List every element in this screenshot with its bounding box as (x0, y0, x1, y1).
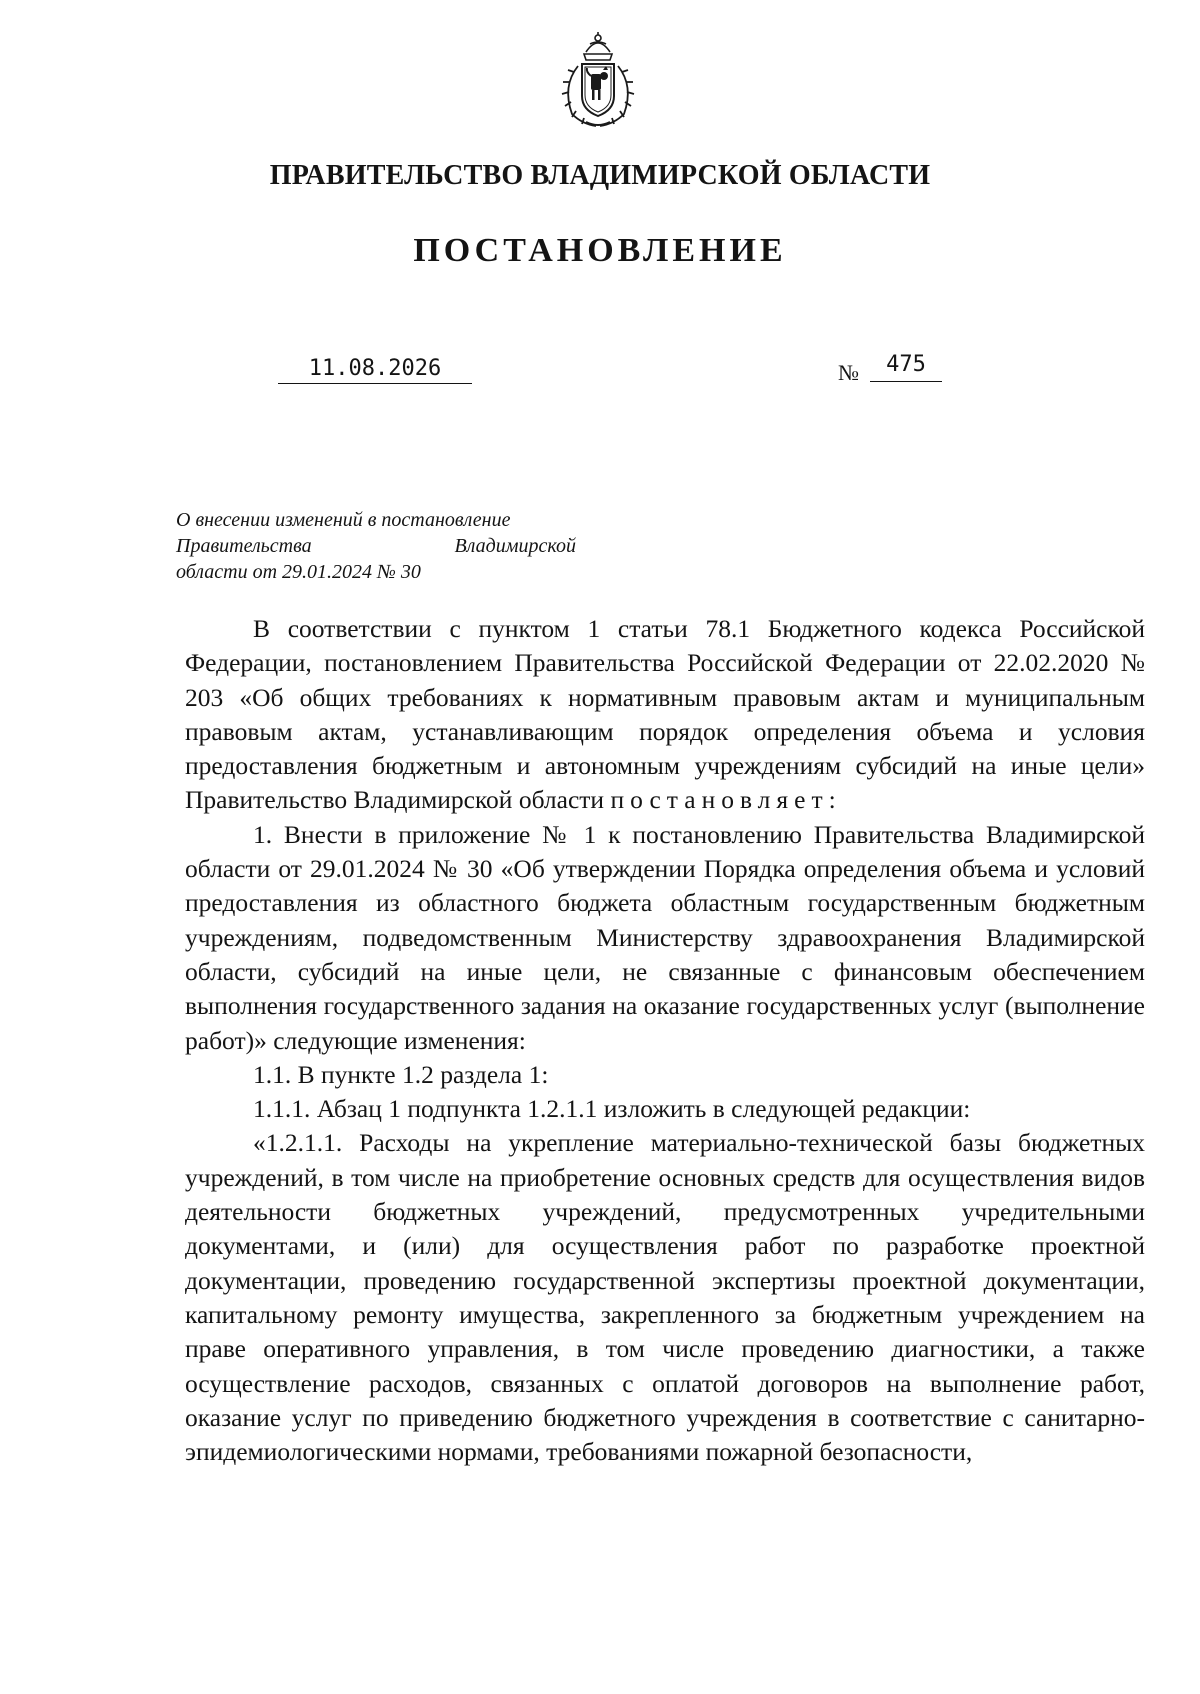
document-body (185, 612, 1145, 1469)
coat-of-arms-icon (556, 30, 640, 130)
preamble-text: В соответствии с пунктом 1 статьи 78.1 Бюджетного кодекса Российской Федерации, постановлением Правительства Российской Федерации от 22.02.2020 № 203 «Об общих требованиях к нормативным правовым актам и муниципальным правовым актам, устанавливающим порядок определения объема и условия предоставления бюджетным и автономным учреждениям субсидий на иные цели» Правительство Владимирской области (185, 614, 1145, 815)
number-label: № (838, 360, 859, 385)
subject-line-3: области от 29.01.2024 № 30 (176, 561, 421, 583)
document-subject (176, 507, 576, 585)
document-type: ПОСТАНОВЛЕНИЕ (413, 232, 787, 269)
quoted-subpoint-paragraph: «1.2.1.1. Расходы на укрепление материально-технической базы бюджетных учреждений, в том числе на приобретение основных средств для осуществления видов деятельности бюджетных учреждений, предусмотренных учредительными документами, и (или) для осуществления работ по разработке проектной документации, проведению государственной экспертизы проектной документации, капитальному ремонту имущества, закрепленного за бюджетным учреждением на праве оперативного управления, в том числе проведению диагностики, а также осуществление расходов, связанных с оплатой договоров на выполнение работ, оказание услуг по приведению бюджетного учреждения в соответствие с санитарно-эпидемиологическими нормами, требованиями пожарной безопасности, (185, 1128, 1145, 1467)
item-1-1-paragraph: 1.1. В пункте 1.2 раздела 1: (253, 1059, 549, 1089)
government-name: ПРАВИТЕЛЬСТВО ВЛАДИМИРСКОЙ ОБЛАСТИ (269, 160, 931, 191)
item-1-1-1-paragraph: 1.1.1. Абзац 1 подпункта 1.2.1.1 изложить в следующей редакции: (253, 1094, 971, 1124)
item-1-paragraph: 1. Внести в приложение № 1 к постановлению Правительства Владимирской области от 29.01.2024 № 30 «Об утверждении Порядка определения объема и условий предоставления из областного бюджета областным государственным бюджетным учреждениям, подведомственным Министерству здравоохранения Владимирской области, субсидий на иные цели, не связанные с финансовым обеспечением выполнения государственного задания на оказание государственных услуг (выполнение работ)» следующие изменения: (185, 819, 1145, 1055)
decree-word: постановляет: (610, 785, 842, 815)
preamble-paragraph (185, 612, 1145, 818)
document-date: 11.08.2026 (278, 356, 472, 384)
subject-line-1: О внесении изменений в постановление (176, 509, 511, 531)
subject-line-2: Правительства Владимирской (176, 535, 576, 557)
document-number: 475 (870, 352, 942, 382)
